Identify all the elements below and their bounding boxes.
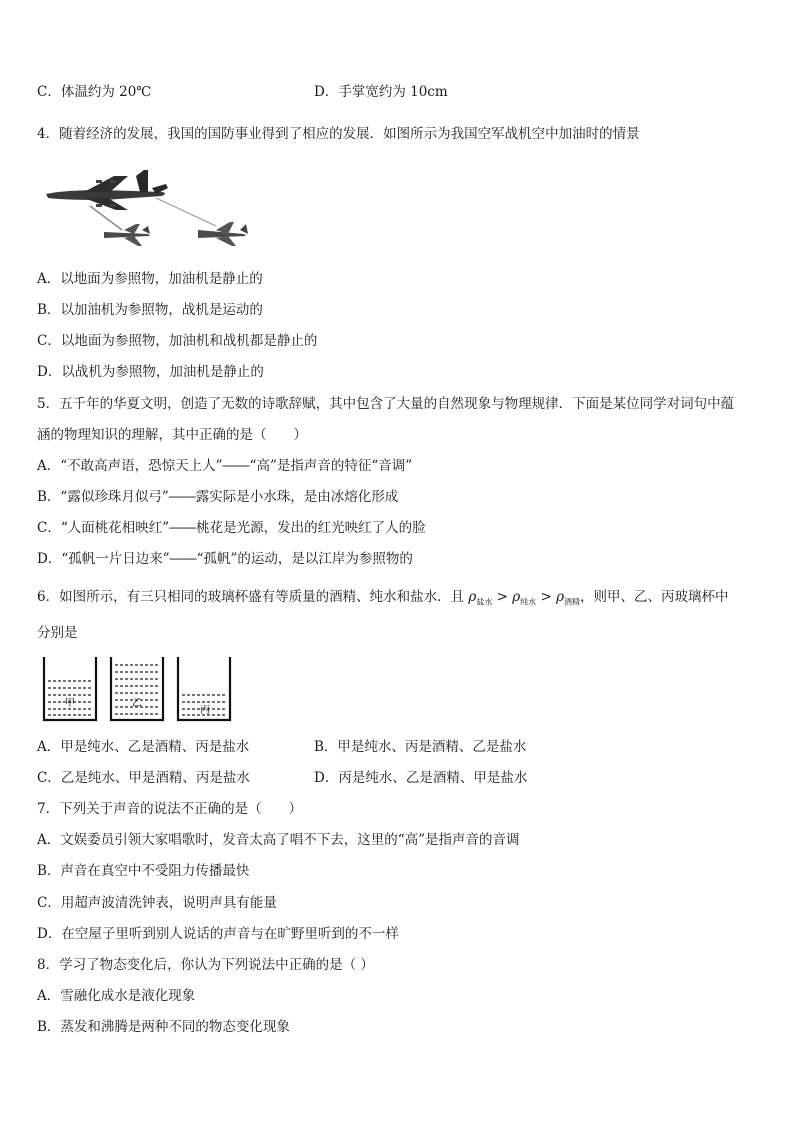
q7-option-c: C．用超声波清洗钟表，说明声具有能量 [37,895,277,911]
fighter-jet-2-icon [198,222,248,246]
q5-stem-line1: 5．五千年的华夏文明，创造了无数的诗歌辞赋，其中包含了大量的自然现象与物理规律．下面是某位同学对词句中蕴 [37,396,735,412]
q4-option-b: B．以加油机为参照物，战机是运动的 [37,302,263,318]
q3-option-d: D．手掌宽约为 10cm [314,84,448,100]
q6-option-a: A．甲是纯水、乙是酒精、丙是盐水 [37,739,250,755]
fighter-jet-1-icon [104,224,150,246]
q6-stem-line2: 分别是 [37,625,78,641]
q5-option-a: A．“不敢高声语，恐惊天上人”――“高”是指声音的特征“音调” [37,458,413,474]
q3-option-c: C．体温约为 20℃ [37,84,152,100]
q6-stem-prefix: 6．如图所示，有三只相同的玻璃杯盛有等质量的酒精、纯水和盐水．且 [37,589,465,605]
q6-stem-line1 [37,588,729,612]
q5-option-d: D．“孤帆一片日边来”――“孤帆”的运动，是以江岸为参照物的 [37,551,413,567]
rho-alcohol-subscript: 酒精 [564,597,581,607]
q4-option-d: D．以战机为参照物，加油机是静止的 [37,364,264,380]
q7-option-d: D．在空屋子里听到别人说话的声音与在旷野里听到的不一样 [37,926,399,942]
q4-option-c: C．以地面为参照物，加油机和战机都是静止的 [37,333,318,349]
rho-pure-symbol: ρ [512,589,521,605]
cup-bing [178,657,230,720]
cup-bing-label: 丙 [200,705,210,716]
cup-jia [44,657,96,720]
cup-yi-label: 乙 [132,698,142,709]
q4-stem: 4．随着经济的发展，我国的国防事业得到了相应的发展．如图所示为我国空军战机空中加油时的情景 [37,126,640,142]
rho-salt-subscript: 盐水 [476,597,493,607]
three-cups-figure [42,655,238,723]
q6-stem-suffix: ，则甲、乙、丙玻璃杯中 [580,589,729,605]
q8-option-b: B．蒸发和沸腾是两种不同的物态变化现象 [37,1019,290,1035]
q5-stem-line2: 涵的物理知识的理解，其中正确的是（ ） [37,427,307,443]
q7-stem: 7．下列关于声音的说法不正确的是（ ） [37,801,303,817]
aerial-refueling-figure [44,168,254,250]
greater-than-1: > [496,589,508,605]
q8-option-a: A．雪融化成水是液化现象 [37,988,196,1004]
cup-jia-label: 甲 [65,698,75,709]
rho-alcohol-symbol: ρ [556,589,565,605]
rho-pure-subscript: 纯水 [520,597,537,607]
q6-option-d: D．丙是纯水、乙是酒精、甲是盐水 [314,770,528,786]
q7-option-b: B．声音在真空中不受阻力传播最快 [37,863,250,879]
q6-option-b: B．甲是纯水、丙是酒精、乙是盐水 [314,739,527,755]
greater-than-2: > [540,589,552,605]
tanker-aircraft-icon [46,170,168,210]
cup-yi [111,657,163,720]
q6-option-c: C．乙是纯水、甲是酒精、丙是盐水 [37,770,250,786]
q5-option-b: B．“露似珍珠月似弓”――露实际是小水珠，是由冰熔化形成 [37,489,399,505]
rho-salt-symbol: ρ [468,589,477,605]
q7-option-a: A．文娱委员引领大家唱歌时，发音太高了唱不下去，这里的“高”是指声音的音调 [37,832,520,848]
q8-stem: 8．学习了物态变化后，你认为下列说法中正确的是（ ） [37,957,374,973]
q5-option-c: C．“人面桃花相映红”――桃花是光源，发出的红光映红了人的脸 [37,520,426,536]
q4-option-a: A．以地面为参照物，加油机是静止的 [37,271,263,287]
